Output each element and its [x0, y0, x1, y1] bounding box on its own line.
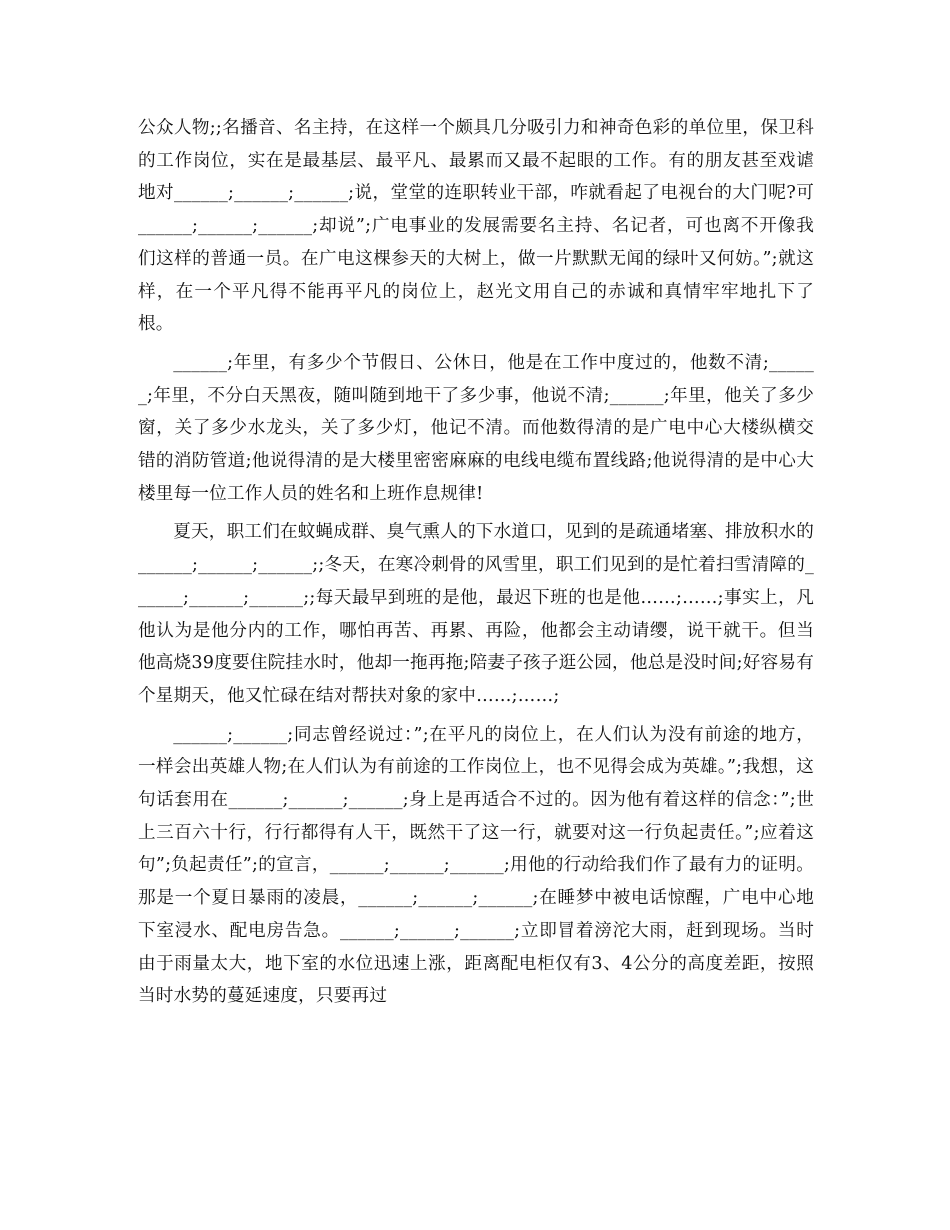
- paragraph-3: 夏天，职工们在蚊蝇成群、臭气熏人的下水道口，见到的是疏通堵塞、排放积水的______;______;______;;冬天，在寒冷刺骨的风雪里，职工们见到的是忙着扫雪清障的______;______;______;;每天最早到班的是他，最迟下班的也是他……;……;事实上，凡他认为是他分内的工作，哪怕再苦、再累、再险，他都会主动请缨，说干就干。但当他高烧39度要住院挂水时，他却一拖再拖;陪妻子孩子逛公园，他总是没时间;好容易有个星期天，他又忙碌在结对帮扶对象的家中……;……;: [138, 522, 814, 706]
- paragraph-2: ______;年里，有多少个节假日、公休日，他是在工作中度过的，他数不清;______;年里，不分白天黑夜，随叫随到地干了多少事，他说不清;______;年里，他关了多少窗，关了多少水龙头，关了多少灯，他记不清。而他数得清的是广电中心大楼纵横交错的消防管道;他说得清的是大楼里密密麻麻的电线电缆布置线路;他说得清的是中心大楼里每一位工作人员的姓名和上班作息规律!: [138, 352, 814, 504]
- paragraph-1: 公众人物;;名播音、名主持，在这样一个颇具几分吸引力和神奇色彩的单位里，保卫科的工作岗位，实在是最基层、最平凡、最累而又最不起眼的工作。有的朋友甚至戏谑地对______;______;______;说，堂堂的连职转业干部，咋就看起了电视台的大门呢?可______;______;______;却说”;广电事业的发展需要名主持、名记者，可也离不开像我们这样的普通一员。在广电这棵参天的大树上，做一片默默无闻的绿叶又何妨。”;就这样，在一个平凡得不能再平凡的岗位上，赵光文用自己的赤诚和真情牢牢地扎下了根。: [138, 118, 814, 335]
- document-page: [138, 112, 814, 1019]
- paragraph-4: ______;______;同志曾经说过：”;在平凡的岗位上，在人们认为没有前途的地方，一样会出英雄人物;在人们认为有前途的工作岗位上，也不见得会成为英雄。”;我想，这句话套用在______;______;______;身上是再适合不过的。因为他有着这样的信念：”;世上三百六十行，行行都得有人干，既然干了这一行，就要对这一行负起责任。”;应着这句”;负起责任”;的宣言，______;______;______;用他的行动给我们作了最有力的证明。那是一个夏日暴雨的凌晨，______;______;______;在睡梦中被电话惊醒，广电中心地下室浸水、配电房告急。______;______;______;立即冒着滂沱大雨，赶到现场。当时由于雨量太大，地下室的水位迅速上涨，距离配电柜仅有3、4公分的高度差距，按照当时水势的蔓延速度，只要再过: [138, 724, 814, 1007]
